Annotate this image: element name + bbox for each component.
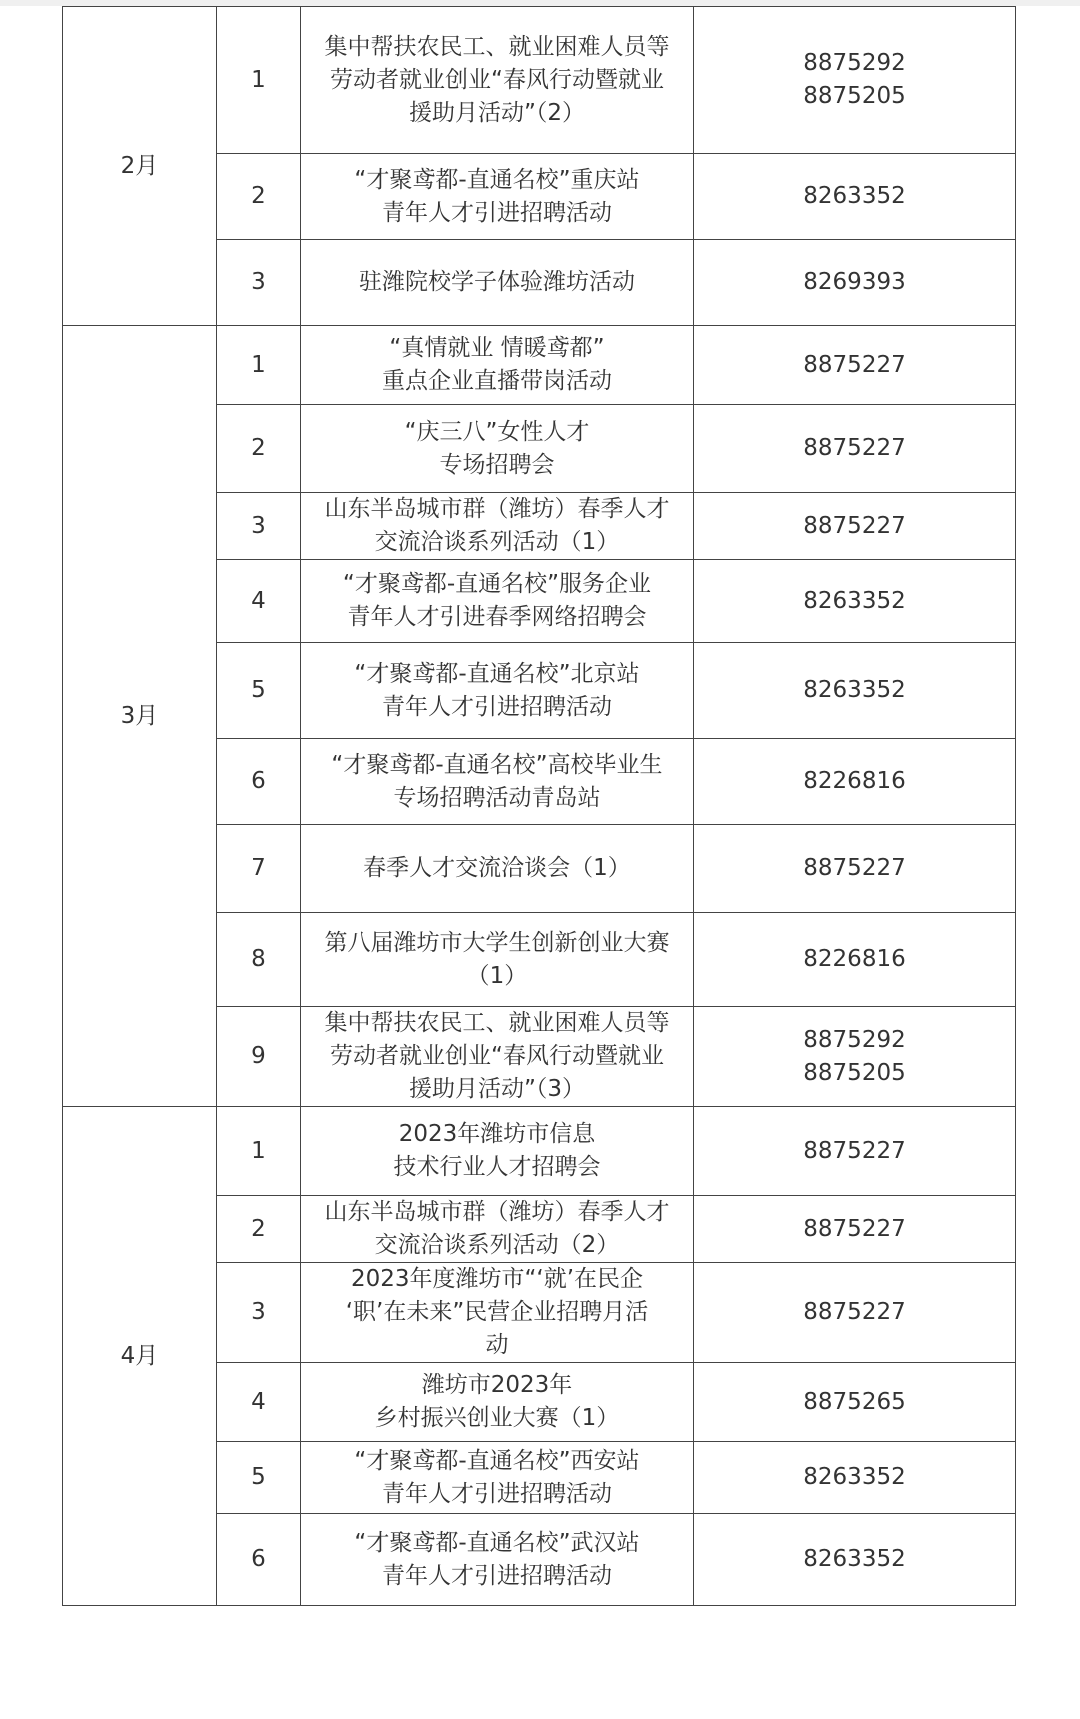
contact-phone-cell (694, 739, 1016, 825)
activity-name-line: “才聚鸢都-直通名校”服务企业 (342, 571, 652, 597)
row-number-cell: 2 (217, 1196, 301, 1263)
phone-number: 8263352 (803, 1546, 906, 1572)
activity-name-cell (301, 405, 694, 493)
row-number-cell: 1 (217, 1107, 301, 1196)
activity-name-line: 集中帮扶农民工、就业困难人员等 (324, 33, 670, 60)
row-number-cell: 2 (217, 154, 301, 240)
activity-name-line: “才聚鸢都-直通名校”西安站 (354, 1447, 640, 1474)
phone-number: 8875205 (803, 1059, 906, 1086)
activity-name-line: ‘职’在未来”民营企业招聘月活 (345, 1299, 649, 1325)
activity-name-line: 集中帮扶农民工、就业困难人员等 (324, 1010, 670, 1036)
contact-phone-cell (694, 825, 1016, 913)
table-row (63, 1107, 1016, 1196)
activity-name-cell (301, 560, 694, 643)
row-number-cell: 3 (217, 493, 301, 560)
phone-number: 8875227 (803, 1299, 906, 1325)
contact-phone-cell (694, 913, 1016, 1007)
activity-name-cell (301, 643, 694, 739)
row-number-cell: 1 (217, 326, 301, 405)
phone-number: 8875227 (803, 435, 906, 461)
row-number-cell: 9 (217, 1007, 301, 1107)
activity-name-line: 重点企业直播带岗活动 (382, 368, 612, 394)
contact-phone-cell (694, 7, 1016, 154)
contact-phone-cell (694, 560, 1016, 643)
month-cell: 4月 (63, 1107, 217, 1606)
phone-number: 8226816 (803, 946, 906, 972)
activity-name-line: 青年人才引进招聘活动 (382, 1562, 612, 1589)
activity-name-line: 春季人才交流洽谈会（1） (363, 855, 631, 881)
activity-name-line: 2023年潍坊市信息 (398, 1121, 596, 1147)
row-number-cell: 4 (217, 1363, 301, 1442)
phone-number: 8875292 (803, 50, 906, 76)
activity-name-cell (301, 7, 694, 154)
phone-number: 8226816 (803, 768, 906, 794)
contact-phone-cell (694, 1363, 1016, 1442)
row-number-cell: 3 (217, 240, 301, 326)
activity-name-line: 援助月活动”（2） (408, 99, 586, 126)
activity-name-line: “才聚鸢都-直通名校”重庆站 (354, 166, 640, 193)
phone-number: 8263352 (803, 587, 906, 614)
activity-name-cell (301, 913, 694, 1007)
month-cell: 3月 (63, 326, 217, 1107)
contact-phone-cell (694, 1514, 1016, 1606)
activity-name-cell (301, 1263, 694, 1363)
phone-number: 8875227 (803, 512, 906, 539)
activity-table-body (63, 7, 1016, 1606)
phone-number: 8875227 (803, 855, 906, 881)
activity-name-line: 第八届潍坊市大学生创新创业大赛 (324, 929, 670, 956)
activity-name-line: 专场招聘活动青岛站 (393, 784, 601, 811)
activity-name-cell (301, 240, 694, 326)
activity-name-cell (301, 1107, 694, 1196)
contact-phone-cell (694, 1442, 1016, 1514)
phone-number: 8875205 (803, 83, 906, 109)
activity-name-line: 专场招聘会 (439, 451, 555, 478)
activity-name-cell (301, 1514, 694, 1606)
activity-name-cell (301, 1442, 694, 1514)
activity-name-line: 乡村振兴创业大赛（1） (374, 1405, 620, 1431)
activity-name-line: “庆三八”女性人才 (404, 418, 590, 445)
phone-number: 8263352 (803, 183, 906, 209)
row-number-cell: 5 (217, 643, 301, 739)
activity-name-line: 援助月活动”（3） (408, 1076, 586, 1102)
contact-phone-cell (694, 154, 1016, 240)
row-number-cell: 4 (217, 560, 301, 643)
activity-name-line: “才聚鸢都-直通名校”高校毕业生 (331, 751, 663, 778)
table-row (63, 7, 1016, 154)
activity-name-cell (301, 326, 694, 405)
contact-phone-cell (694, 1007, 1016, 1107)
activity-name-line: “才聚鸢都-直通名校”武汉站 (354, 1529, 640, 1556)
phone-number: 8875227 (803, 1137, 906, 1164)
activity-name-line: 潍坊市2023年 (421, 1372, 573, 1398)
phone-number: 8875227 (803, 1215, 906, 1242)
row-number-cell: 3 (217, 1263, 301, 1363)
activity-name-cell (301, 825, 694, 913)
contact-phone-cell (694, 326, 1016, 405)
row-number-cell: 1 (217, 7, 301, 154)
activity-name-line: 劳动者就业创业“春风行动暨就业 (330, 1043, 664, 1069)
activity-name-line: 山东半岛城市群（潍坊）春季人才 (324, 496, 670, 522)
phone-number: 8263352 (803, 1464, 906, 1490)
row-number-cell: 6 (217, 739, 301, 825)
activity-name-line: 青年人才引进招聘活动 (382, 1480, 612, 1507)
activity-name-cell (301, 1007, 694, 1107)
activity-name-line: “才聚鸢都-直通名校”北京站 (354, 660, 640, 687)
contact-phone-cell (694, 493, 1016, 560)
table-row (63, 326, 1016, 405)
contact-phone-cell (694, 1263, 1016, 1363)
month-cell: 2月 (63, 7, 217, 326)
phone-number: 8875227 (803, 351, 906, 378)
row-number-cell: 7 (217, 825, 301, 913)
activity-name-cell (301, 493, 694, 560)
row-number-cell: 6 (217, 1514, 301, 1606)
activity-name-line: 动 (485, 1332, 509, 1358)
activity-table (62, 6, 1016, 1606)
activity-name-line: 2023年度潍坊市“‘就’在民企 (350, 1266, 644, 1292)
activity-name-cell (301, 1196, 694, 1263)
activity-name-line: “真情就业 情暖鸢都” (389, 335, 605, 361)
activity-name-line: 山东半岛城市群（潍坊）春季人才 (324, 1199, 670, 1225)
activity-name-line: 青年人才引进春季网络招聘会 (347, 604, 647, 630)
activity-name-line: 青年人才引进招聘活动 (382, 693, 612, 720)
row-number-cell: 5 (217, 1442, 301, 1514)
row-number-cell: 8 (217, 913, 301, 1007)
phone-number: 8263352 (803, 677, 906, 703)
activity-name-line: 技术行业人才招聘会 (393, 1154, 601, 1180)
contact-phone-cell (694, 1107, 1016, 1196)
activity-name-line: 交流洽谈系列活动（2） (374, 1232, 620, 1258)
contact-phone-cell (694, 1196, 1016, 1263)
phone-number: 8875265 (803, 1388, 906, 1415)
activity-name-line: 劳动者就业创业“春风行动暨就业 (330, 66, 664, 93)
activity-name-cell (301, 739, 694, 825)
activity-name-line: 青年人才引进招聘活动 (382, 199, 612, 226)
activity-name-line: （1） (466, 962, 528, 989)
contact-phone-cell (694, 240, 1016, 326)
activity-name-cell (301, 154, 694, 240)
phone-number: 8875292 (803, 1026, 906, 1053)
phone-number: 8269393 (803, 269, 906, 295)
row-number-cell: 2 (217, 405, 301, 493)
activity-name-line: 交流洽谈系列活动（1） (374, 529, 620, 555)
activity-name-line: 驻潍院校学子体验潍坊活动 (359, 269, 635, 295)
activity-name-cell (301, 1363, 694, 1442)
contact-phone-cell (694, 643, 1016, 739)
contact-phone-cell (694, 405, 1016, 493)
